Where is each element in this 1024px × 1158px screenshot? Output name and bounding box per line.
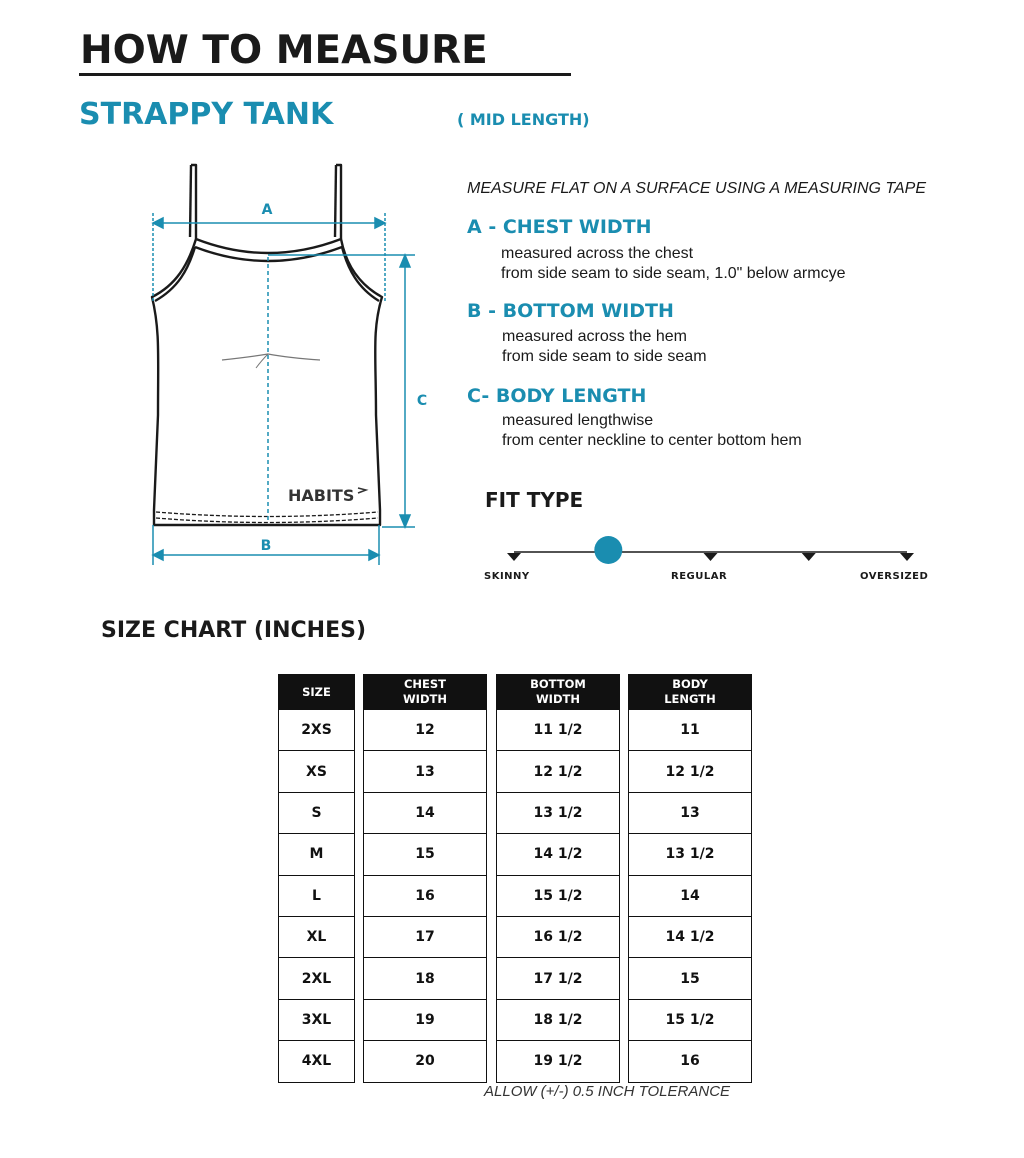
fit-label-regular: REGULAR bbox=[671, 571, 728, 582]
table-cell: S bbox=[278, 793, 355, 834]
table-cell: 20 bbox=[363, 1041, 487, 1082]
fit-label-oversized: OVERSIZED bbox=[860, 571, 929, 582]
tank-body-outline bbox=[152, 239, 382, 525]
table-cell: 4XL bbox=[278, 1041, 355, 1082]
measurement-a-line1: measured across the chest bbox=[501, 245, 694, 262]
table-cell: 2XS bbox=[278, 710, 355, 751]
bottom-width-column bbox=[496, 674, 620, 1083]
table-cell: 16 1/2 bbox=[496, 917, 620, 958]
table-cell: 12 bbox=[363, 710, 487, 751]
table-cell: 11 bbox=[628, 710, 752, 751]
table-cell: 15 bbox=[628, 958, 752, 999]
neckline bbox=[196, 239, 341, 253]
size-column-header: SIZE bbox=[278, 674, 355, 710]
table-cell: 17 bbox=[363, 917, 487, 958]
table-cell: 13 bbox=[363, 751, 487, 792]
brand-logo: HABITS bbox=[288, 486, 355, 505]
table-cell: 12 1/2 bbox=[628, 751, 752, 792]
table-cell: 14 bbox=[628, 876, 752, 917]
size-column bbox=[278, 674, 355, 1083]
table-cell: 3XL bbox=[278, 1000, 355, 1041]
body-length-column bbox=[628, 674, 752, 1083]
measurement-c-title: C- BODY LENGTH bbox=[467, 385, 647, 407]
fit-step-tick bbox=[900, 553, 914, 561]
fit-selected-marker bbox=[594, 536, 622, 564]
title-underline bbox=[79, 73, 571, 76]
fit-step-tick bbox=[802, 553, 816, 561]
label-b: B bbox=[260, 538, 272, 554]
table-cell: 17 1/2 bbox=[496, 958, 620, 999]
table-cell: 13 1/2 bbox=[628, 834, 752, 875]
measurement-b-title: B - BOTTOM WIDTH bbox=[467, 300, 674, 322]
table-cell: 19 bbox=[363, 1000, 487, 1041]
table-cell: 14 1/2 bbox=[628, 917, 752, 958]
measurement-b-line2: from side seam to side seam bbox=[502, 348, 707, 365]
fit-step-tick bbox=[704, 553, 718, 561]
tank-top-diagram bbox=[140, 155, 440, 580]
brand-arrow-icon bbox=[358, 488, 366, 493]
table-cell: 15 1/2 bbox=[628, 1000, 752, 1041]
page-title: HOW TO MEASURE bbox=[80, 28, 488, 73]
fit-type-title: FIT TYPE bbox=[485, 488, 584, 512]
label-c: C bbox=[416, 393, 428, 409]
table-cell: 14 bbox=[363, 793, 487, 834]
table-cell: XS bbox=[278, 751, 355, 792]
table-cell: 13 bbox=[628, 793, 752, 834]
table-cell: 16 bbox=[363, 876, 487, 917]
table-cell: 11 1/2 bbox=[496, 710, 620, 751]
measure-instructions: MEASURE FLAT ON A SURFACE USING A MEASURING TAPE bbox=[467, 180, 927, 197]
fit-step-tick bbox=[507, 553, 521, 561]
chest-width-column bbox=[363, 674, 487, 1083]
label-a: A bbox=[261, 202, 273, 218]
body-length-header: BODY LENGTH bbox=[628, 674, 752, 710]
table-cell: 18 bbox=[363, 958, 487, 999]
chest-width-header: CHEST WIDTH bbox=[363, 674, 487, 710]
measurement-a-title: A - CHEST WIDTH bbox=[467, 216, 652, 238]
table-cell: XL bbox=[278, 917, 355, 958]
table-cell: 2XL bbox=[278, 958, 355, 999]
product-name: STRAPPY TANK bbox=[79, 97, 334, 132]
fit-type-scale bbox=[500, 535, 920, 570]
table-cell: 15 1/2 bbox=[496, 876, 620, 917]
table-cell: 15 bbox=[363, 834, 487, 875]
bottom-width-header: BOTTOM WIDTH bbox=[496, 674, 620, 710]
tolerance-note: ALLOW (+/-) 0.5 INCH TOLERANCE bbox=[484, 1083, 731, 1100]
measurement-c-line1: measured lengthwise bbox=[502, 412, 654, 429]
measurement-b-line1: measured across the hem bbox=[502, 328, 687, 345]
table-cell: 16 bbox=[628, 1041, 752, 1082]
table-cell: 19 1/2 bbox=[496, 1041, 620, 1082]
measurement-c-line2: from center neckline to center bottom hem bbox=[502, 432, 802, 449]
size-chart-title: SIZE CHART (INCHES) bbox=[101, 618, 367, 643]
table-cell: 13 1/2 bbox=[496, 793, 620, 834]
chest-width-arrow bbox=[153, 213, 385, 301]
table-cell: 12 1/2 bbox=[496, 751, 620, 792]
product-variant: ( MID LENGTH) bbox=[457, 110, 590, 129]
table-cell: 18 1/2 bbox=[496, 1000, 620, 1041]
table-cell: 14 1/2 bbox=[496, 834, 620, 875]
fit-label-skinny: SKINNY bbox=[484, 571, 530, 582]
measurement-a-line2: from side seam to side seam, 1.0" below armcye bbox=[501, 265, 846, 282]
table-cell: M bbox=[278, 834, 355, 875]
table-cell: L bbox=[278, 876, 355, 917]
